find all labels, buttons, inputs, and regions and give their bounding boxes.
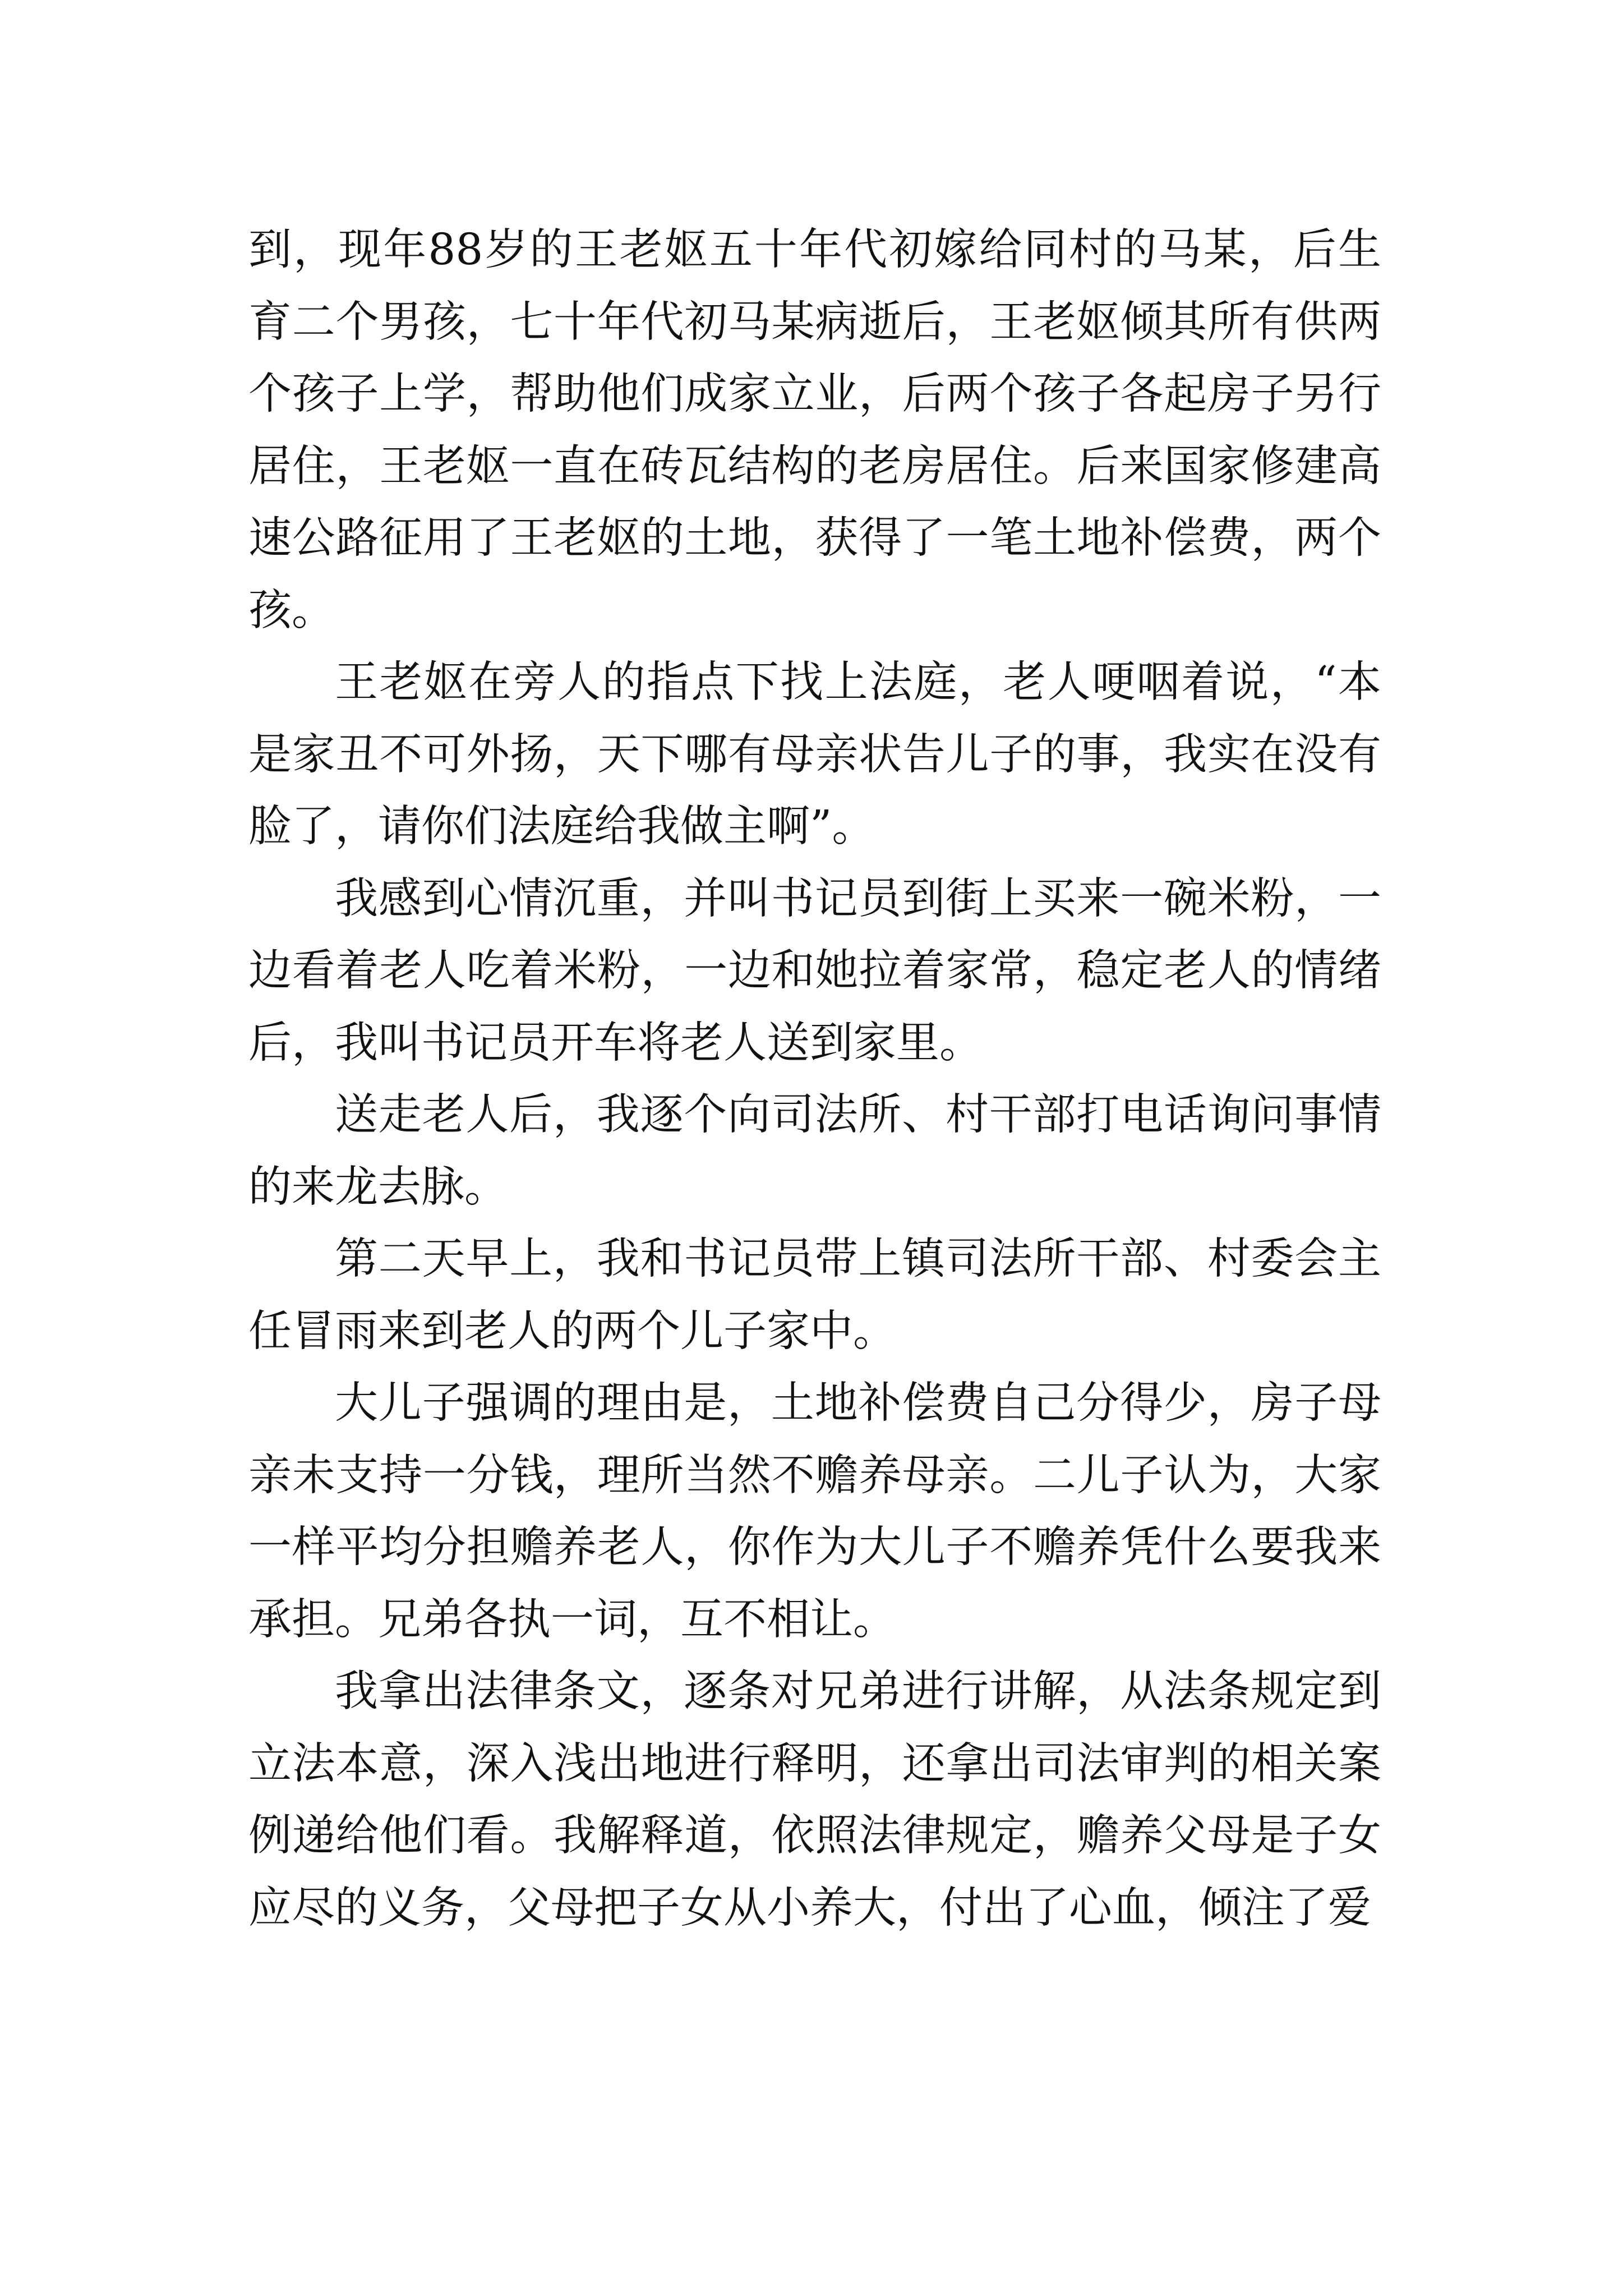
paragraph-6: 大儿子强调的理由是，土地补偿费自己分得少，房子母亲未支持一分钱，理所当然不赡养母亲。二儿子认为，大家一样平均分担赡养老人，你作为大儿子不赡养凭什么要我来承担。兄弟各执一词，互不相让。	[248, 1378, 1381, 1645]
document-body	[248, 214, 1381, 1944]
paragraph-3: 我感到心情沉重，并叫书记员到街上买来一碗米粉，一边看着老人吃着米粉，一边和她拉着家常，稳定老人的情绪后，我叫书记员开车将老人送到家里。	[248, 873, 1381, 1068]
paragraph-7: 我拿出法律条文，逐条对兄弟进行讲解，从法条规定到立法本意，深入浅出地进行释明，还拿出司法审判的相关案例递给他们看。我解释道，依照法律规定，赡养父母是子女应尽的义务，父母把子女从小养大，付出了心血，倾注了爱	[248, 1667, 1381, 1933]
paragraph-2: 王老妪在旁人的指点下找上法庭，老人哽咽着说，“本是家丑不可外扬，天下哪有母亲状告儿子的事，我实在没有脸了，请你们法庭给我做主啊”。	[248, 657, 1381, 852]
paragraph-1: 到，现年88岁的王老妪五十年代初嫁给同村的马某，后生育二个男孩，七十年代初马某病逝后，王老妪倾其所有供两个孩子上学，帮助他们成家立业，后两个孩子各起房子另行居住，王老妪一直在砖瓦结构的老房居住。后来国家修建高速公路征用了王老妪的土地，获得了一笔土地补偿费，两个孩。	[248, 225, 1381, 636]
paragraph-5: 第二天早上，我和书记员带上镇司法所干部、村委会主任冒雨来到老人的两个儿子家中。	[248, 1234, 1381, 1356]
paragraph-4: 送走老人后，我逐个向司法所、村干部打电话询问事情的来龙去脉。	[248, 1090, 1381, 1212]
